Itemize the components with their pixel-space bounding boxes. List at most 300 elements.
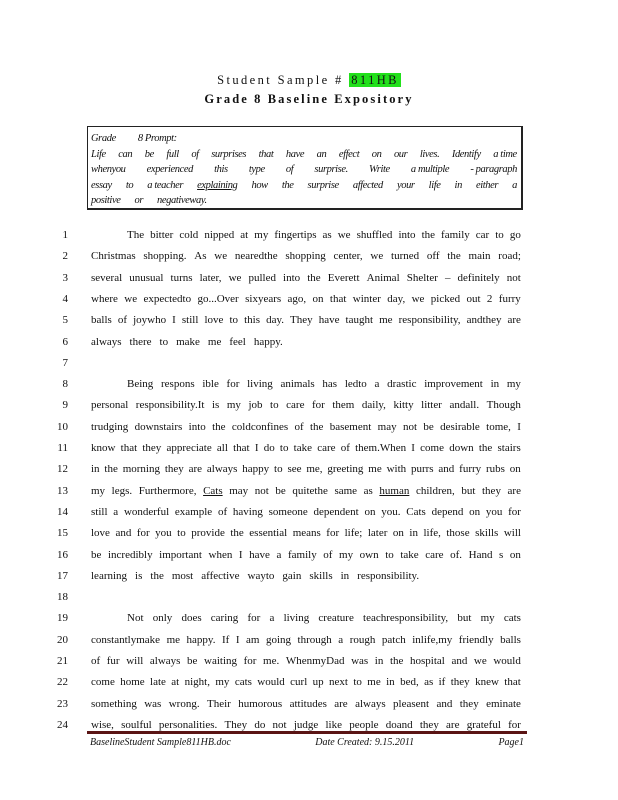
word: gain xyxy=(282,569,302,582)
word: into xyxy=(188,420,206,433)
word: still xyxy=(181,314,199,327)
word: night, xyxy=(184,676,210,689)
word: care xyxy=(425,548,444,561)
word: that xyxy=(120,442,138,454)
word: me xyxy=(379,314,393,327)
word: as xyxy=(322,229,332,241)
word: be xyxy=(91,548,102,561)
word: living xyxy=(283,612,310,625)
word: joywho xyxy=(133,314,167,327)
footer-date: Date Created: 9.15.2011 xyxy=(315,737,415,748)
word: skills xyxy=(309,569,333,582)
word: quitethe xyxy=(292,484,328,497)
word: we xyxy=(411,292,425,305)
word: soulful xyxy=(121,718,152,731)
word: into xyxy=(398,229,416,241)
word: of xyxy=(294,420,304,433)
word: wonderful xyxy=(123,505,170,518)
word: in xyxy=(340,569,350,582)
word: affective xyxy=(201,569,240,582)
essay-line xyxy=(0,676,618,697)
word: they xyxy=(164,463,184,476)
word: the xyxy=(230,527,244,540)
word: same xyxy=(334,484,358,497)
word: down xyxy=(449,442,474,454)
word: that xyxy=(504,676,521,689)
word: my xyxy=(480,612,495,625)
line-number: 9 xyxy=(62,399,68,412)
word: be xyxy=(275,484,286,497)
word: cold xyxy=(179,229,199,241)
word: Their xyxy=(206,697,231,710)
word: is xyxy=(211,399,220,412)
word: on xyxy=(392,527,404,540)
word: am xyxy=(246,633,260,646)
word: you. xyxy=(381,505,401,518)
prompt-line-1: Life can be full of surprises that have an effect on our lives. Identify a time xyxy=(91,148,517,160)
essay-line xyxy=(0,485,618,506)
word: job xyxy=(248,399,263,412)
word: up xyxy=(312,676,324,689)
word: picked xyxy=(430,292,461,305)
word: love xyxy=(91,527,110,540)
word: me xyxy=(367,676,381,689)
word: WhenmyDad xyxy=(285,655,345,667)
word: that xyxy=(329,292,347,305)
word: personal xyxy=(91,399,129,412)
word: they xyxy=(419,718,439,731)
word: and xyxy=(451,655,468,667)
word: you xyxy=(485,505,503,518)
line-number: 3 xyxy=(62,271,68,284)
word: would xyxy=(257,676,285,689)
footer-divider xyxy=(87,731,527,734)
essay-line xyxy=(0,549,618,570)
word: appreciate xyxy=(166,442,212,454)
word: and xyxy=(436,697,453,710)
word: car xyxy=(475,229,490,241)
word: all xyxy=(216,442,228,454)
word: The xyxy=(127,229,145,241)
word: for xyxy=(508,718,521,731)
word: for xyxy=(243,655,257,667)
word: but xyxy=(461,484,476,497)
word: in xyxy=(409,527,418,540)
line-number: 24 xyxy=(57,718,68,731)
prompt-box xyxy=(87,126,523,210)
word: means xyxy=(292,527,321,540)
word: I xyxy=(172,314,176,327)
word: are xyxy=(507,314,521,327)
word: make xyxy=(176,335,200,348)
word: those xyxy=(446,527,470,540)
word: shuffled xyxy=(356,229,393,241)
word: of xyxy=(217,505,228,518)
line-number: 12 xyxy=(57,463,68,476)
word: always xyxy=(355,697,386,710)
line-number: 5 xyxy=(62,314,68,327)
word: respons xyxy=(161,378,195,391)
word: care xyxy=(286,399,305,412)
word: they xyxy=(450,676,470,689)
word: not xyxy=(254,484,269,497)
word: personalities. xyxy=(158,718,218,731)
word: that xyxy=(233,442,250,454)
word: me. xyxy=(263,655,280,667)
word: having xyxy=(232,505,263,518)
word: for xyxy=(326,527,340,540)
word: take xyxy=(293,442,312,454)
word: rubs xyxy=(486,463,505,476)
word: me xyxy=(207,335,222,348)
word: people xyxy=(349,718,379,731)
essay-line xyxy=(0,272,618,293)
word: family xyxy=(287,548,317,561)
word: of xyxy=(323,548,333,561)
line-text xyxy=(91,719,521,731)
word: Though xyxy=(486,399,521,412)
word: creature xyxy=(318,612,354,625)
word: cats xyxy=(234,676,252,689)
line-text xyxy=(91,399,521,411)
word: we xyxy=(124,292,138,305)
line-text xyxy=(91,442,521,454)
word: know xyxy=(91,442,116,454)
word: stairs xyxy=(497,442,521,454)
word: Cats xyxy=(203,484,223,497)
word: take xyxy=(400,548,419,561)
word: the xyxy=(309,420,324,433)
word: next xyxy=(329,676,348,689)
word: the xyxy=(421,229,436,241)
word: them.When xyxy=(355,442,407,454)
word: off xyxy=(426,250,440,263)
word: the xyxy=(447,250,461,263)
line-text xyxy=(91,314,521,326)
word: As xyxy=(194,250,207,263)
word: may xyxy=(229,484,249,497)
word: the xyxy=(478,442,493,454)
line-number: 13 xyxy=(57,484,68,497)
line-number: 20 xyxy=(57,633,68,646)
word: we xyxy=(473,655,487,667)
line-text xyxy=(91,570,521,582)
word: Christmas xyxy=(91,250,136,263)
word: be xyxy=(187,655,198,667)
word: knew xyxy=(475,676,499,689)
word: animals xyxy=(280,378,315,391)
word: feel xyxy=(229,335,246,348)
word: They xyxy=(290,314,313,327)
word: unusual xyxy=(129,271,164,284)
word: provide xyxy=(191,527,225,540)
word: nearedthe xyxy=(234,250,278,263)
line-text xyxy=(91,506,521,518)
word: to xyxy=(274,463,283,476)
line-number: 10 xyxy=(57,420,68,433)
line-text xyxy=(91,336,521,348)
word: of. xyxy=(450,548,463,561)
word: greeting xyxy=(327,463,364,476)
word: we xyxy=(337,229,351,241)
word: patch xyxy=(381,633,406,646)
word: someone xyxy=(268,505,308,518)
word: in xyxy=(386,676,395,689)
word: my xyxy=(226,399,241,412)
word: human xyxy=(379,484,410,497)
word: I xyxy=(517,420,521,433)
prompt-heading: Grade 8 Prompt: xyxy=(91,133,177,144)
word: life, xyxy=(423,527,441,540)
word: only xyxy=(152,612,173,625)
word: my xyxy=(91,484,106,497)
word: children, xyxy=(415,484,455,497)
word: several xyxy=(91,271,123,284)
line-text xyxy=(91,250,521,262)
page-footer xyxy=(90,737,524,748)
word: shopping. xyxy=(143,250,187,263)
word: on xyxy=(509,548,521,561)
word: cats xyxy=(503,612,521,625)
word: to xyxy=(229,314,239,327)
word: turned xyxy=(391,250,420,263)
word: my xyxy=(339,548,354,561)
word: pulled xyxy=(248,271,276,284)
word: when xyxy=(208,548,233,561)
word: definitely xyxy=(457,271,500,284)
line-number: 6 xyxy=(62,335,68,348)
word: they xyxy=(142,442,162,454)
word: day, xyxy=(387,292,406,305)
word: for xyxy=(247,612,261,625)
word: trudging xyxy=(91,420,129,433)
word: doand xyxy=(385,718,413,731)
word: Hand xyxy=(468,548,493,561)
essay-line xyxy=(0,314,618,335)
word: is xyxy=(135,569,143,582)
line-number: 22 xyxy=(57,676,68,689)
word: out xyxy=(466,292,481,305)
word: I xyxy=(411,442,415,454)
word: a xyxy=(276,548,282,561)
line-number: 21 xyxy=(57,655,68,667)
word: shopping xyxy=(285,250,326,263)
word: go xyxy=(509,229,521,241)
prompt-line-3: essay to a teacher explaining how the surprise affected your life in either a xyxy=(91,179,517,191)
word: are xyxy=(446,718,460,731)
word: would xyxy=(493,655,521,667)
word: ible xyxy=(202,378,219,391)
word: the xyxy=(150,569,164,582)
word: grateful xyxy=(466,718,501,731)
word: something xyxy=(91,697,137,710)
line-text xyxy=(91,634,521,646)
word: hospital xyxy=(410,655,445,667)
word: do xyxy=(254,718,266,731)
word: Everett xyxy=(327,271,360,284)
word: learning xyxy=(91,569,128,582)
word: a xyxy=(338,633,344,646)
line-number: 19 xyxy=(57,612,68,625)
word: may xyxy=(377,420,397,433)
word: andall. xyxy=(449,399,480,412)
title-prefix: Student Sample # xyxy=(217,73,344,87)
word: friendly xyxy=(458,633,494,646)
word: purrs xyxy=(410,463,434,476)
word: are xyxy=(507,484,521,497)
word: pleasent xyxy=(393,697,430,710)
word: family xyxy=(441,229,470,241)
word: on xyxy=(469,505,481,518)
footer-filename: BaselineStudent Sample811HB.doc xyxy=(90,737,231,748)
word: into xyxy=(283,271,301,284)
line-text xyxy=(91,272,521,284)
word: with xyxy=(386,463,407,476)
line-text xyxy=(91,293,521,305)
word: own xyxy=(359,548,379,561)
word: life; xyxy=(344,527,363,540)
word: a xyxy=(374,378,380,391)
word: always xyxy=(206,463,238,476)
word: I xyxy=(235,633,240,646)
word: expectedto xyxy=(143,292,192,305)
essay-line xyxy=(0,506,618,527)
word: for xyxy=(136,527,150,540)
word: always xyxy=(149,655,181,667)
word: they xyxy=(459,697,479,710)
word: drastic xyxy=(387,378,417,391)
word: we xyxy=(370,250,384,263)
line-number: 7 xyxy=(62,356,68,369)
essay-line xyxy=(0,229,618,250)
word: of xyxy=(340,442,350,454)
word: love xyxy=(204,314,224,327)
essay-line xyxy=(0,527,618,548)
word: see xyxy=(287,463,302,476)
word: still xyxy=(91,505,108,518)
word: like xyxy=(325,718,342,731)
word: They xyxy=(224,718,248,731)
word: humorous xyxy=(238,697,283,710)
word: downstairs xyxy=(134,420,183,433)
word: living xyxy=(247,378,273,391)
line-text xyxy=(127,612,521,624)
word: later, xyxy=(199,271,222,284)
line-number: 17 xyxy=(57,569,68,582)
word: they xyxy=(482,484,501,497)
word: on xyxy=(509,463,521,476)
word: have xyxy=(249,548,270,561)
line-number: 1 xyxy=(62,229,68,241)
word: legs. xyxy=(111,484,133,497)
document-subtitle: Grade 8 Baseline Expository xyxy=(204,92,414,106)
word: 2 xyxy=(486,292,493,305)
essay-line xyxy=(0,336,618,357)
word: wise, xyxy=(91,718,114,731)
word: daily, xyxy=(361,399,386,412)
word: happy. xyxy=(186,633,216,646)
word: Shelter xyxy=(406,271,438,284)
line-text xyxy=(91,655,521,667)
word: at xyxy=(171,676,180,689)
word: attitudes xyxy=(289,697,327,710)
sample-code-highlight: 811HB xyxy=(351,73,399,87)
word: wrong. xyxy=(168,697,200,710)
line-number: 18 xyxy=(57,591,68,604)
essay-line xyxy=(0,655,618,676)
word: inlife,my xyxy=(412,633,453,646)
word: skills xyxy=(475,527,499,540)
word: not xyxy=(402,420,418,433)
word: have xyxy=(318,314,340,327)
word: I xyxy=(254,442,259,454)
word: as xyxy=(424,676,434,689)
word: road; xyxy=(498,250,521,263)
word: always xyxy=(91,335,122,348)
word: wayto xyxy=(247,569,275,582)
word: for xyxy=(508,505,521,518)
prompt-line-2: whenyou experienced this type of surprise. Write a multiple - paragraph xyxy=(91,164,517,175)
essay-line xyxy=(0,698,618,719)
line-text xyxy=(91,463,521,475)
word: in xyxy=(374,655,384,667)
word: my xyxy=(506,378,521,391)
word: waiting xyxy=(204,655,238,667)
word: do xyxy=(263,442,275,454)
word: furry xyxy=(498,292,521,305)
word: to xyxy=(495,229,504,241)
word: fingertips xyxy=(274,229,317,241)
word: to xyxy=(159,335,169,348)
word: responsibility.It xyxy=(135,399,205,412)
word: example xyxy=(174,505,213,518)
essay-line xyxy=(0,591,618,612)
document-title xyxy=(0,73,618,88)
word: there xyxy=(129,335,152,348)
word: on xyxy=(312,292,324,305)
word: me xyxy=(166,633,181,646)
word: judge xyxy=(293,718,319,731)
word: balls xyxy=(500,633,521,646)
word: as xyxy=(363,484,373,497)
line-text xyxy=(91,676,521,688)
essay-line xyxy=(0,378,618,399)
essay-line xyxy=(0,612,618,633)
word: where xyxy=(91,292,118,305)
word: bitter xyxy=(150,229,174,241)
word: you xyxy=(155,527,172,540)
word: bed, xyxy=(400,676,419,689)
word: the xyxy=(389,655,404,667)
word: my xyxy=(215,676,230,689)
word: desirable xyxy=(440,420,480,433)
prompt-line-4: positive or negativeway. xyxy=(91,195,207,206)
word: a xyxy=(269,612,275,625)
essay-line xyxy=(0,293,618,314)
word: eminate xyxy=(486,697,521,710)
word: depend xyxy=(431,505,464,518)
word: be xyxy=(423,420,434,433)
line-number: 8 xyxy=(62,378,68,391)
word: taught xyxy=(345,314,374,327)
line-text xyxy=(127,229,521,241)
essay-line xyxy=(0,570,618,591)
word: and xyxy=(115,527,132,540)
line-text xyxy=(91,485,521,497)
word: If xyxy=(221,633,230,646)
word: to xyxy=(385,548,394,561)
word: not xyxy=(506,271,521,284)
